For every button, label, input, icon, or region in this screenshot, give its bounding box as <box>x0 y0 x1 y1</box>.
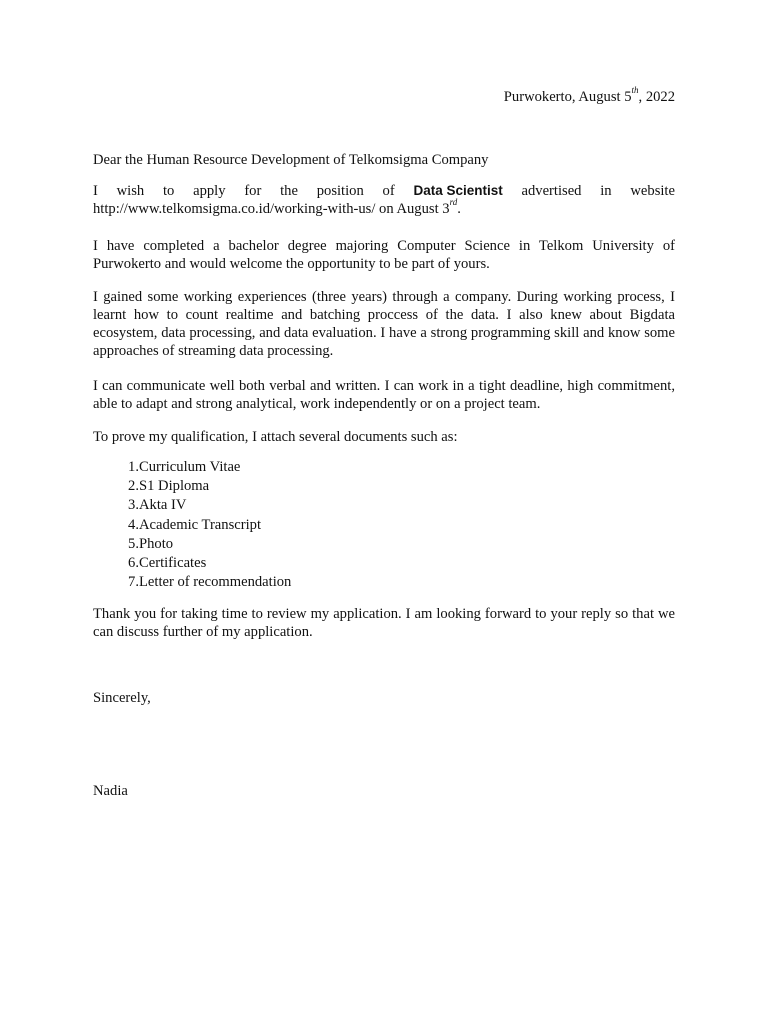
paragraph-application <box>93 182 675 218</box>
salutation: Dear the Human Resource Development of Telkomsigma Company <box>93 152 489 168</box>
paragraph-application-line2: http://www.telkomsigma.co.id/working-with-us/ on August 3rd. <box>93 197 461 217</box>
list-item: 1. Curriculum Vitae <box>128 459 241 475</box>
closing-phrase: Sincerely, <box>93 690 151 706</box>
paragraph-documents-intro: To prove my qualification, I attach several documents such as: <box>93 429 458 445</box>
documents-list <box>93 458 292 592</box>
date-year: , 2022 <box>638 89 675 105</box>
date-text: Purwokerto, August 5 <box>503 89 632 105</box>
paragraph-application-line1: I wish to apply for the position of Data Scientist advertised in website <box>93 183 675 199</box>
list-item: 5. Photo <box>128 535 174 552</box>
date-ordinal: th <box>631 85 639 96</box>
signature-name: Nadia <box>93 783 128 799</box>
list-item: 3. Akta IV <box>128 497 187 514</box>
list-item: 6. Certificates <box>128 554 207 571</box>
position-title: Data Scientist <box>413 183 503 198</box>
paragraph-education: I have completed a bachelor degree majoring Computer Science in Telkom University of Purwokerto and would welcome the opportunity to be part of yours. <box>93 238 675 272</box>
letter-date <box>503 85 675 106</box>
list-item: 2. S1 Diploma <box>128 478 210 495</box>
letter-page <box>93 0 675 1024</box>
paragraph-closing: Thank you for taking time to review my application. I am looking forward to your reply so that we can discuss further of my application. <box>93 606 675 640</box>
list-item: 7. Letter of recommendation <box>128 574 292 591</box>
paragraph-experience: I gained some working experiences (three years) through a company. During working process, I learnt how to count realtime and batching proccess of the data. I also knew about Bigdata ecosystem, data processing, and data evaluation. I have a strong programming skill and know some approaches of streaming data processing. <box>93 289 675 359</box>
paragraph-skills: I can communicate well both verbal and written. I can work in a tight deadline, high commitment, able to adapt and strong analytical, work independently or on a project team. <box>93 378 675 412</box>
list-item: 4. Academic Transcript <box>128 516 261 533</box>
